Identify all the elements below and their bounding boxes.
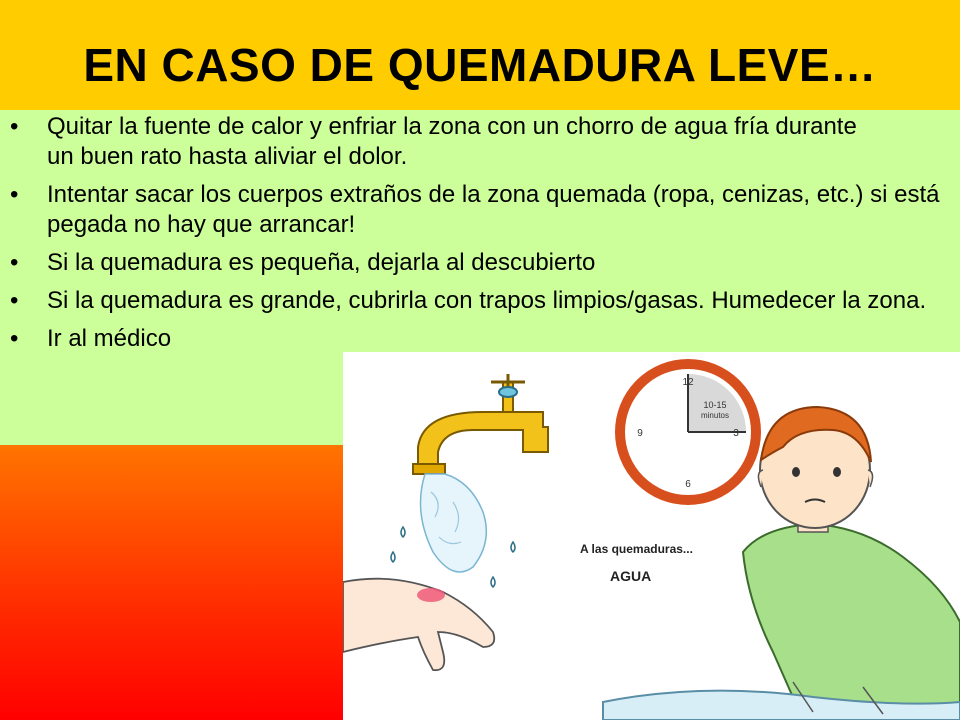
clock-number: 9 — [637, 428, 643, 439]
bullet-dot: • — [10, 249, 19, 276]
burned-hand — [343, 579, 494, 671]
bullet-text: Intentar sacar los cuerpos extraños de la zona quemada (ropa, cenizas, etc.) si está pegada no hay que arrancar! — [47, 181, 940, 238]
boy-figure — [743, 407, 960, 720]
clock-icon — [620, 364, 756, 500]
bullet-text: Si la quemadura es grande, cubrirla con trapos limpios/gasas. Humedecer la zona. — [47, 287, 927, 314]
bullet-list — [0, 112, 950, 362]
water-stream — [391, 474, 515, 587]
bullet-item — [0, 324, 950, 354]
slide-title: EN CASO DE QUEMADURA LEVE… — [83, 39, 877, 91]
illustration-caption-water: AGUA — [610, 568, 652, 584]
bullet-dot: • — [10, 113, 19, 140]
clock-minutes-label: 10-15 — [703, 400, 727, 410]
clock-number: 12 — [682, 377, 694, 388]
bullet-text: Si la quemadura es pequeña, dejarla al descubierto — [47, 249, 596, 276]
bullet-item — [0, 286, 937, 316]
bullet-item — [0, 248, 950, 278]
faucet-icon — [413, 374, 548, 474]
bullet-item — [0, 112, 867, 172]
bullet-dot: • — [10, 325, 19, 352]
illustration-caption: A las quemaduras... — [580, 542, 693, 556]
bullet-text: Ir al médico — [47, 325, 172, 352]
bullet-dot: • — [10, 287, 19, 314]
bullet-item — [0, 180, 947, 240]
clock-number: 6 — [685, 479, 691, 490]
clock-unit-label: minutos — [700, 411, 730, 420]
bullet-text: Quitar la fuente de calor y enfriar la zona con un chorro de agua fría durante un buen rato hasta aliviar el dolor. — [47, 113, 857, 170]
burn-first-aid-illustration — [343, 352, 960, 720]
clock-number: 3 — [733, 428, 739, 439]
bullet-dot: • — [10, 181, 19, 208]
title-bar — [0, 0, 960, 110]
